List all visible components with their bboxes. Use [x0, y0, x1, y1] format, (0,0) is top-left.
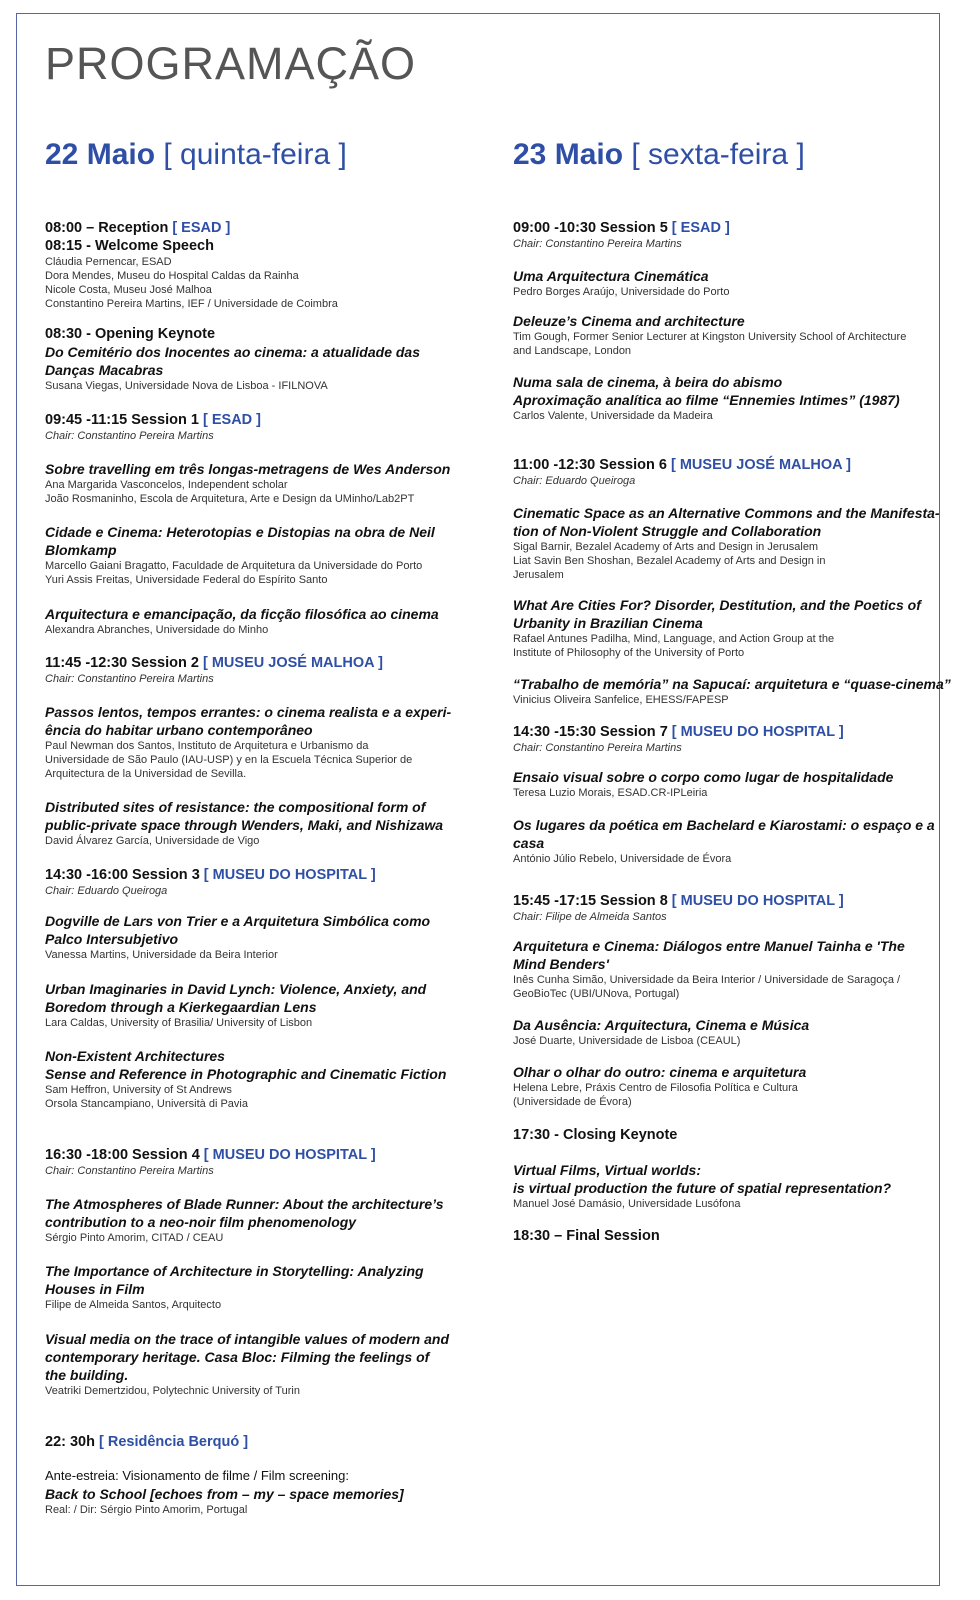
talk-title-text: Mind Benders'	[513, 956, 609, 972]
chair-line	[513, 474, 933, 488]
speaker-line-text: António Júlio Rebelo, Universidade de Évora	[513, 853, 732, 865]
day-weekday: [ quinta-feira ]	[163, 138, 347, 171]
speaker-line	[513, 344, 933, 358]
speaker-line-text: Vinicius Oliveira Sanfelice, EHESS/FAPESP	[513, 694, 729, 706]
talk-title-text: Do Cemitério dos Inocentes ao cinema: a atualidade das	[45, 344, 420, 360]
program-block	[513, 1227, 933, 1245]
speaker-line	[45, 573, 470, 587]
talk-title	[45, 460, 470, 478]
program-block	[45, 460, 470, 506]
speaker-line	[513, 1095, 933, 1109]
chair-line	[513, 741, 933, 755]
talk-title-text: Cinematic Space as an Alternative Commons and the Manifesta-	[513, 505, 940, 521]
program-block	[513, 1161, 933, 1211]
program-block	[513, 219, 933, 251]
day-heading-22	[45, 138, 347, 172]
talk-title	[513, 312, 933, 330]
talk-title-text: Danças Macabras	[45, 362, 164, 378]
speaker-line-text: José Duarte, Universidade de Lisboa (CEAUL)	[513, 1035, 741, 1047]
talk-title-text: Visual media on the trace of intangible values of modern and	[45, 1331, 450, 1347]
speaker-line	[513, 568, 933, 582]
speaker-line	[45, 623, 470, 637]
day-date: 23 Maio	[513, 138, 624, 171]
talk-title	[513, 816, 933, 834]
speaker-line	[45, 1231, 470, 1245]
speaker-line-text: Cláudia Pernencar, ESAD	[45, 256, 172, 268]
talk-title	[45, 912, 470, 930]
session-heading-text: 18:30 – Final Session	[513, 1228, 660, 1244]
talk-title	[45, 1348, 470, 1366]
talk-title	[45, 1262, 470, 1280]
program-block	[45, 703, 470, 781]
speaker-line-text: Filipe de Almeida Santos, Arquitecto	[45, 1299, 222, 1311]
talk-title	[513, 504, 940, 522]
session-heading	[45, 866, 470, 884]
chair-line-text: Chair: Constantino Pereira Martins	[45, 430, 214, 442]
program-block	[513, 596, 933, 660]
talk-title	[513, 675, 951, 693]
plain-line-text: Ante-estreia: Visionamento de filme / Film screening:	[45, 1468, 349, 1483]
venue-label: [ MUSEU JOSÉ MALHOA ]	[203, 655, 383, 671]
session-heading	[513, 219, 933, 237]
talk-title-text: Sobre travelling em três longas-metragens de Wes Anderson	[45, 461, 451, 477]
venue-label: [ ESAD ]	[671, 220, 730, 236]
talk-title	[45, 1280, 470, 1298]
program-block	[45, 1262, 470, 1312]
chair-line	[513, 237, 933, 251]
speaker-line-text: Sam Heffron, University of St Andrews	[45, 1084, 232, 1096]
program-block	[513, 816, 933, 866]
chair-line-text: Chair: Constantino Pereira Martins	[513, 238, 682, 250]
speaker-line-text: Dora Mendes, Museu do Hospital Caldas da Rainha	[45, 270, 299, 282]
talk-title	[513, 1016, 933, 1034]
speaker-line	[45, 492, 470, 506]
talk-title-text: tion of Non-Violent Struggle and Collaboration	[513, 523, 822, 539]
session-heading-text: 14:30 -16:00 Session 3	[45, 867, 204, 883]
program-block	[45, 798, 470, 848]
talk-title	[513, 614, 933, 632]
session-heading	[45, 219, 470, 237]
speaker-line	[45, 255, 470, 269]
speaker-line	[45, 1016, 470, 1030]
speaker-line	[513, 554, 933, 568]
talk-title-text: contemporary heritage. Casa Bloc: Filming the feelings of	[45, 1349, 430, 1365]
session-heading-text: 22: 30h	[45, 1434, 99, 1450]
talk-title	[513, 834, 933, 852]
talk-title	[45, 721, 470, 739]
talk-title	[45, 980, 470, 998]
talk-title-text: Non-Existent Architectures	[45, 1048, 225, 1064]
speaker-line	[45, 379, 470, 393]
speaker-line	[513, 786, 933, 800]
session-heading	[45, 1146, 470, 1164]
speaker-line-text: Universidade de São Paulo (IAU-USP) y en la Escuela Técnica Superior de	[45, 754, 413, 766]
program-block	[45, 912, 470, 962]
speaker-line	[513, 330, 933, 344]
program-block	[45, 325, 470, 393]
chair-line	[45, 884, 470, 898]
speaker-line	[45, 1083, 470, 1097]
speaker-line	[513, 693, 933, 707]
session-heading-text: 09:00 -10:30 Session 5	[513, 220, 672, 236]
talk-title-text: Passos lentos, tempos errantes: o cinema realista e a experi-	[45, 704, 452, 720]
talk-title-text: Sense and Reference in Photographic and Cinematic Fiction	[45, 1066, 447, 1082]
program-block	[45, 1146, 470, 1178]
talk-title	[513, 596, 933, 614]
program-block	[45, 980, 470, 1030]
speaker-line	[513, 1081, 933, 1095]
venue-label: [ MUSEU DO HOSPITAL ]	[671, 724, 844, 740]
talk-title	[513, 1179, 933, 1197]
program-block	[513, 1016, 933, 1048]
speaker-line-text: Paul Newman dos Santos, Instituto de Arquitetura e Urbanismo da	[45, 740, 369, 752]
speaker-line-text: Teresa Luzio Morais, ESAD.CR-IPLeiria	[513, 787, 708, 799]
talk-title	[513, 768, 933, 786]
program-block	[513, 892, 933, 924]
session-heading-text: 09:45 -11:15 Session 1	[45, 412, 203, 428]
session-heading	[513, 892, 933, 910]
session-heading-text: 08:00 – Reception	[45, 220, 173, 236]
program-block	[45, 866, 470, 898]
speaker-line	[45, 1503, 470, 1517]
session-heading-text: 11:00 -12:30 Session 6	[513, 457, 671, 473]
talk-title-text: Distributed sites of resistance: the compositional form of	[45, 799, 426, 815]
speaker-line-text: Carlos Valente, Universidade da Madeira	[513, 410, 713, 422]
talk-title-text: “Trabalho de memória” na Sapucaí: arquitetura e “quase-cinema”	[513, 676, 951, 692]
speaker-line	[45, 767, 470, 781]
talk-title-text: Arquitetura e Cinema: Diálogos entre Manuel Tainha e 'The	[513, 938, 905, 954]
program-block	[513, 1126, 933, 1144]
speaker-line-text: Yuri Assis Freitas, Universidade Federal do Espírito Santo	[45, 574, 328, 586]
speaker-line-text: Pedro Borges Araújo, Universidade do Porto	[513, 286, 730, 298]
talk-title	[513, 1063, 933, 1081]
chair-line-text: Chair: Eduardo Queiroga	[513, 475, 636, 487]
speaker-line	[45, 1298, 470, 1312]
talk-title-text: Urbanity in Brazilian Cinema	[513, 615, 703, 631]
speaker-line	[45, 269, 470, 283]
talk-title	[45, 605, 470, 623]
plain-line	[45, 1467, 470, 1485]
program-block	[45, 523, 470, 587]
venue-label: [ MUSEU DO HOSPITAL ]	[671, 893, 844, 909]
chair-line-text: Chair: Constantino Pereira Martins	[513, 742, 682, 754]
program-block	[513, 504, 940, 582]
session-heading-text: 14:30 -15:30 Session 7	[513, 724, 672, 740]
speaker-line-text: Rafael Antunes Padilha, Mind, Language, and Action Group at the	[513, 633, 835, 645]
chair-line-text: Chair: Filipe de Almeida Santos	[513, 911, 667, 923]
speaker-line	[45, 478, 470, 492]
speaker-line-text: Inês Cunha Simão, Universidade da Beira Interior / Universidade de Saragoça /	[513, 974, 901, 986]
program-block	[45, 1195, 470, 1245]
talk-title	[45, 703, 470, 721]
talk-title	[45, 1366, 470, 1384]
talk-title	[513, 267, 933, 285]
talk-title	[45, 361, 470, 379]
speaker-line-text: Alexandra Abranches, Universidade do Minho	[45, 624, 269, 636]
venue-label: [ MUSEU DO HOSPITAL ]	[203, 1147, 376, 1163]
talk-title	[45, 1047, 470, 1065]
speaker-line	[513, 632, 933, 646]
program-block	[45, 219, 470, 311]
talk-title	[45, 1195, 470, 1213]
day-weekday: [ sexta-feira ]	[631, 138, 805, 171]
program-block	[45, 1047, 470, 1111]
talk-title-text: casa	[513, 835, 545, 851]
program-block	[513, 675, 951, 707]
talk-title-text: Da Ausência: Arquitectura, Cinema e Música	[513, 1017, 810, 1033]
talk-title-text: Numa sala de cinema, à beira do abismo	[513, 374, 783, 390]
session-heading-text: 11:45 -12:30 Session 2	[45, 655, 203, 671]
speaker-line	[45, 739, 470, 753]
talk-title	[45, 343, 470, 361]
speaker-line-text: Lara Caldas, University of Brasilia/ University of Lisbon	[45, 1017, 313, 1029]
chair-line	[513, 910, 933, 924]
speaker-line-text: Constantino Pereira Martins, IEF / Universidade de Coimbra	[45, 298, 338, 310]
talk-title-text: Aproximação analítica ao filme “Ennemies Intimes” (1987)	[513, 392, 900, 408]
speaker-line-text: Vanessa Martins, Universidade da Beira Interior	[45, 949, 278, 961]
program-block	[45, 654, 470, 686]
talk-title	[45, 541, 470, 559]
speaker-line-text: João Rosmaninho, Escola de Arquitetura, Arte e Design da UMinho/Lab2PT	[45, 493, 415, 505]
program-block	[513, 1063, 933, 1109]
venue-label: [ ESAD ]	[203, 412, 261, 428]
talk-title	[513, 373, 933, 391]
speaker-line	[513, 409, 933, 423]
page-title: PROGRAMAÇÃO	[45, 38, 417, 89]
talk-title-text: Ensaio visual sobre o corpo como lugar de hospitalidade	[513, 769, 894, 785]
speaker-line	[513, 285, 933, 299]
program-block	[513, 937, 933, 1001]
program-block	[45, 411, 470, 443]
session-heading	[513, 723, 933, 741]
chair-line-text: Chair: Eduardo Queiroga	[45, 885, 168, 897]
talk-title	[513, 1161, 933, 1179]
speaker-line-text: Orsola Stancampiano, Università di Pavia	[45, 1098, 248, 1110]
session-heading	[513, 456, 933, 474]
session-heading	[45, 654, 470, 672]
talk-title	[513, 955, 933, 973]
speaker-line	[513, 852, 933, 866]
talk-title	[45, 798, 470, 816]
speaker-line	[45, 283, 470, 297]
speaker-line-text: Susana Viegas, Universidade Nova de Lisboa - IFILNOVA	[45, 380, 328, 392]
speaker-line-text: Nicole Costa, Museu José Malhoa	[45, 284, 212, 296]
speaker-line-text: Real: / Dir: Sérgio Pinto Amorim, Portugal	[45, 1504, 248, 1516]
talk-title-text: contribution to a neo-noir film phenomenology	[45, 1214, 357, 1230]
program-block	[45, 1330, 470, 1398]
program-block	[513, 723, 933, 755]
session-heading-text: 17:30 - Closing Keynote	[513, 1127, 678, 1143]
speaker-line-text: Marcello Gaiani Bragatto, Faculdade de Arquitetura da Universidade do Porto	[45, 560, 423, 572]
speaker-line-text: and Landscape, London	[513, 345, 632, 357]
speaker-line-text: Sérgio Pinto Amorim, CITAD / CEAU	[45, 1232, 224, 1244]
session-heading	[45, 237, 470, 255]
chair-line	[45, 429, 470, 443]
talk-title-text: Virtual Films, Virtual worlds:	[513, 1162, 701, 1178]
talk-title-text: ência do habitar urbano contemporâneo	[45, 722, 313, 738]
talk-title	[45, 1065, 470, 1083]
talk-title	[45, 998, 470, 1016]
speaker-line-text: Institute of Philosophy of the University of Porto	[513, 647, 745, 659]
speaker-line-text: Veatriki Demertzidou, Polytechnic University of Turin	[45, 1385, 300, 1397]
talk-title	[513, 937, 933, 955]
program-block	[513, 456, 933, 488]
speaker-line	[45, 1384, 470, 1398]
session-heading-text: 08:30 - Opening Keynote	[45, 326, 216, 342]
chair-line-text: Chair: Constantino Pereira Martins	[45, 1165, 214, 1177]
speaker-line	[45, 948, 470, 962]
talk-title-text: Olhar o olhar do outro: cinema e arquitetura	[513, 1064, 807, 1080]
speaker-line-text: (Universidade de Évora)	[513, 1096, 632, 1108]
talk-title-text: Os lugares da poética em Bachelard e Kiarostami: o espaço e a	[513, 817, 935, 833]
session-heading	[513, 1126, 933, 1144]
venue-label: [ MUSEU JOSÉ MALHOA ]	[671, 457, 851, 473]
talk-title-text: Palco Intersubjetivo	[45, 931, 179, 947]
talk-title-text: public-private space through Wenders, Maki, and Nishizawa	[45, 817, 444, 833]
session-heading	[45, 325, 470, 343]
day-date: 22 Maio	[45, 138, 156, 171]
talk-title	[45, 1330, 470, 1348]
speaker-line-text: GeoBioTec (UBI/UNova, Portugal)	[513, 988, 680, 1000]
talk-title-text: Boredom through a Kierkegaardian Lens	[45, 999, 317, 1015]
day-heading-23	[513, 138, 805, 172]
talk-title-text: Urban Imaginaries in David Lynch: Violence, Anxiety, and	[45, 981, 427, 997]
speaker-line	[45, 297, 470, 311]
speaker-line	[45, 1097, 470, 1111]
talk-title-text: Cidade e Cinema: Heterotopias e Distopias na obra de Neil	[45, 524, 435, 540]
program-block	[45, 1467, 470, 1517]
talk-title-text: The Importance of Architecture in Storytelling: Analyzing	[45, 1263, 424, 1279]
program-block	[45, 605, 470, 637]
session-heading	[45, 411, 470, 429]
speaker-line	[513, 973, 933, 987]
speaker-line-text: Ana Margarida Vasconcelos, Independent scholar	[45, 479, 288, 491]
talk-title-text: Blomkamp	[45, 542, 117, 558]
speaker-line-text: Tim Gough, Former Senior Lecturer at Kingston University School of Architecture	[513, 331, 907, 343]
talk-title-text: Dogville de Lars von Trier e a Arquitetura Simbólica como	[45, 913, 431, 929]
chair-line-text: Chair: Constantino Pereira Martins	[45, 673, 214, 685]
talk-title-text: the building.	[45, 1367, 129, 1383]
talk-title	[45, 1485, 470, 1503]
talk-title	[513, 522, 933, 540]
speaker-line	[45, 559, 470, 573]
chair-line	[45, 1164, 470, 1178]
program-block	[45, 1433, 470, 1451]
speaker-line	[45, 753, 470, 767]
talk-title	[45, 816, 470, 834]
speaker-line-text: Arquitectura de la Universidad de Sevilla.	[45, 768, 247, 780]
venue-label: [ ESAD ]	[172, 220, 231, 236]
speaker-line-text: Helena Lebre, Práxis Centro de Filosofia Política e Cultura	[513, 1082, 798, 1094]
talk-title-text: Houses in Film	[45, 1281, 145, 1297]
speaker-line-text: Manuel José Damásio, Universidade Lusófona	[513, 1198, 741, 1210]
venue-label: [ MUSEU DO HOSPITAL ]	[203, 867, 376, 883]
speaker-line	[513, 1034, 933, 1048]
talk-title	[45, 930, 470, 948]
program-block	[513, 267, 933, 299]
talk-title-text: The Atmospheres of Blade Runner: About the architecture’s	[45, 1196, 444, 1212]
chair-line	[45, 672, 470, 686]
session-heading	[513, 1227, 933, 1245]
program-block	[513, 768, 933, 800]
talk-title	[513, 391, 933, 409]
speaker-line	[513, 987, 933, 1001]
talk-title-text: Arquitectura e emancipação, da ficção filosófica ao cinema	[45, 606, 439, 622]
speaker-line	[513, 540, 933, 554]
session-heading-text: 15:45 -17:15 Session 8	[513, 893, 672, 909]
talk-title-text: Uma Arquitectura Cinemática	[513, 268, 709, 284]
talk-title-text: What Are Cities For? Disorder, Destitution, and the Poetics of	[513, 597, 921, 613]
talk-title-text: is virtual production the future of spatial representation?	[513, 1180, 892, 1196]
talk-title	[45, 523, 470, 541]
speaker-line-text: Jerusalem	[513, 569, 564, 581]
program-block	[513, 373, 933, 423]
speaker-line-text: David Álvarez García, Universidade de Vigo	[45, 835, 260, 847]
speaker-line	[513, 1197, 933, 1211]
talk-title-text: Deleuze’s Cinema and architecture	[513, 313, 745, 329]
speaker-line	[513, 646, 933, 660]
talk-title	[45, 1213, 470, 1231]
talk-title-text: Back to School [echoes from – my – space memories]	[45, 1486, 404, 1502]
venue-label: [ Residência Berquó ]	[99, 1434, 249, 1450]
speaker-line-text: Sigal Barnir, Bezalel Academy of Arts and Design in Jerusalem	[513, 541, 819, 553]
session-heading-text: 08:15 - Welcome Speech	[45, 238, 214, 254]
session-heading-text: 16:30 -18:00 Session 4	[45, 1147, 204, 1163]
speaker-line	[45, 834, 470, 848]
session-heading	[45, 1433, 470, 1451]
program-block	[513, 312, 933, 358]
speaker-line-text: Liat Savin Ben Shoshan, Bezalel Academy of Arts and Design in	[513, 555, 826, 567]
